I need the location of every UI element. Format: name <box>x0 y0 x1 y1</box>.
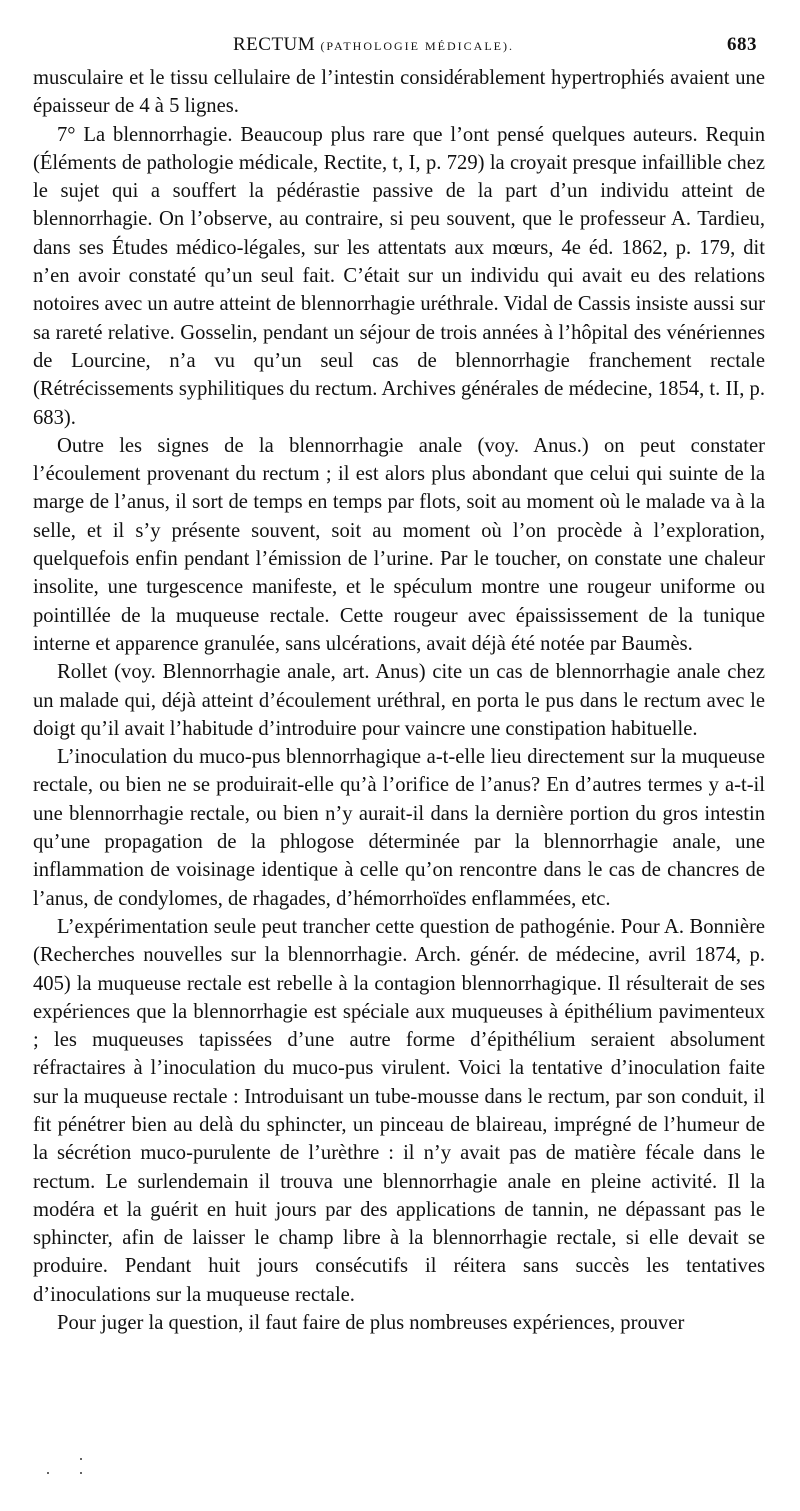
speck <box>80 1472 82 1474</box>
paragraph-continuation: musculaire et le tissu cellulaire de l’intestin considérablement hypertrophiés avaient une épaisseur de 4 à 5 lignes. <box>33 67 765 118</box>
paragraph-blennorrhagie: 7° La blennorrhagie. Beaucoup plus rare que l’ont pensé quelques auteurs. Requin (Éléments de pathologie médicale, Rectite, t, I, p. 729) la croyait presque infaillible chez le sujet qui a souffert la pédérastie passive de la part d’un individu atteint de blennorrhagie. On l’observe, au contraire, si peu souvent, que le professeur A. Tardieu, dans ses Études médico-légales, sur les attentats aux mœurs, 4e éd. 1862, p. 179, dit n’en avoir constaté qu’un seul fait. C’était sur un individu qui avait eu des relations notoires avec un autre atteint de blennorrhagie uréthrale. Vidal de Cassis insiste aussi sur sa rareté relative. Gosselin, pendant un séjour de trois années à l’hôpital des vénériennes de Lourcine, n’a vu qu’un seul cas de blennorrhagie franchement rectale (Rétrécissements syphilitiques du rectum. Archives générales de médecine, 1854, t. II, p. 683). <box>33 123 765 429</box>
running-title-main: RECTUM <box>233 34 321 55</box>
paragraph-inoculation: L’inoculation du muco-pus blennorrhagique a-t-elle lieu directement sur la muqueuse rectale, ou bien ne se produirait-elle qu’à l’orifice de l’anus? En d’autres termes y a-t-il une blennorrhagie rectale, ou bien n’y aurait-il dans la dernière portion du gros intestin qu’une propagation de la phlogose déterminée par la blennorrhagie anale, une inflammation de voisinage identique à celle qu’on rencontre dans le cas de chancres de l’anus, de condylomes, de rhagades, d’hémorrhoïdes enflammées, etc. <box>33 746 765 910</box>
paragraph-experimentation: L’expérimentation seule peut trancher cette question de pathogénie. Pour A. Bonnière (Recherches nouvelles sur la blennorrhagie. Arch. génér. de médecine, avril 1874, p. 405) la muqueuse rectale est rebelle à la contagion blennorrhagique. Il résulterait de ses expériences que la blennorrhagie est spéciale aux muqueuses à épithélium pavimenteux ; les muqueuses tapissées d’une autre forme d’épithélium seraient absolument réfractaires à l’inoculation du muco-pus virulent. Voici la tentative d’inoculation faite sur la muqueuse rectale : Introduisant un tube-mousse dans le rectum, par son conduit, il fit pénétrer bien au delà du sphincter, un pinceau de blaireau, imprégné de l’humeur de la sécrétion muco-purulente de l’urèthre : il n’y avait pas de matière fécale dans le rectum. Le surlendemain il trouva une blennorrhagie anale en pleine activité. Il la modéra et la guérit en huit jours par des applications de tannin, ne dépassant pas le sphincter, afin de laisser le champ libre à la blennorrhagie rectale, si elle devait se produire. Pendant huit jours consécutifs il réitera sans succès les tentatives d’inoculations sur la muqueuse rectale. <box>33 915 765 1306</box>
speck <box>80 1458 82 1460</box>
page-specks <box>45 1450 75 1490</box>
paragraph-rollet: Rollet (voy. Blennorrhagie anale, art. Anus) cite un cas de blennorrhagie anale chez un malade qui, déjà atteint d’écoulement uréthral, en porta le pus dans le rectum avec le doigt qu’il avait l’habitude d’introduire pour vaincre une constipation habituelle. <box>33 661 765 740</box>
running-title <box>233 34 514 56</box>
page <box>33 30 765 1337</box>
running-title-sub: (PATHOLOGIE MÉDICALE). <box>320 39 514 53</box>
running-head <box>33 30 765 64</box>
paragraph-final: Pour juger la question, il faut faire de plus nombreuses expériences, prouver <box>57 1312 685 1335</box>
paragraph-signes: Outre les signes de la blennorrhagie anale (voy. Anus.) on peut constater l’écoulement provenant du rectum ; il est alors plus abondant que celui qui suinte de la marge de l’anus, il sort de temps en temps par flots, soit au moment où le malade va à la selle, et il s’y présente souvent, soit au moment où l’on procède à l’exploration, quelquefois enfin pendant l’émission de l’urine. Par le toucher, on constate une chaleur insolite, une turgescence manifeste, et le spéculum montre une rougeur uniforme ou pointillée de la muqueuse rectale. Cette rougeur avec épaississement de la tunique interne et apparence granulée, sans ulcérations, avait déjà été notée par Baumès. <box>33 434 765 655</box>
body-text <box>33 64 765 1337</box>
page-number: 683 <box>727 34 757 55</box>
speck <box>47 1472 49 1474</box>
